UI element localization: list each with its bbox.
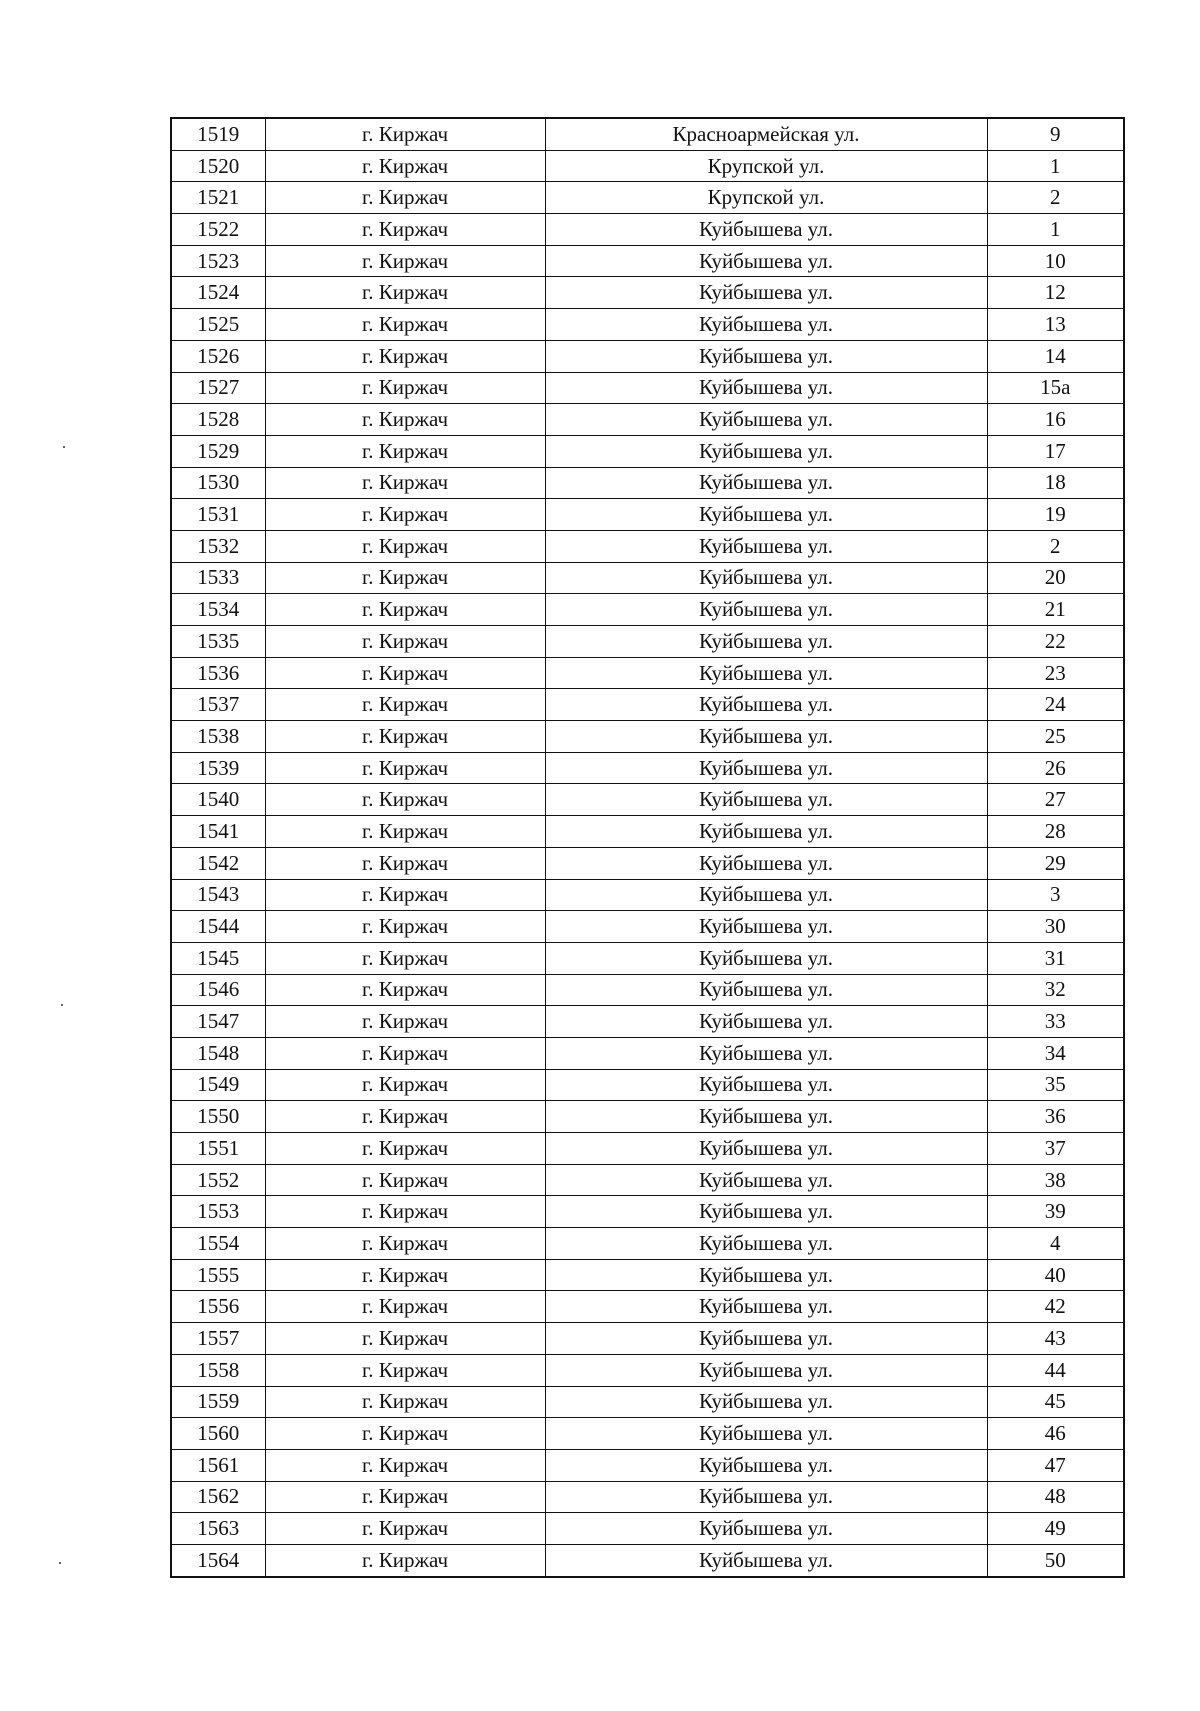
row-number-cell: 1523 [171,245,265,277]
city-cell: г. Киржач [265,562,545,594]
row-number-cell: 1558 [171,1354,265,1386]
house-number-cell: 45 [987,1386,1124,1418]
table-row [171,1196,1124,1228]
street-cell: Куйбышева ул. [545,657,987,689]
street-cell: Куйбышева ул. [545,499,987,531]
house-number-cell: 16 [987,404,1124,436]
row-number-cell: 1545 [171,942,265,974]
city-cell: г. Киржач [265,1481,545,1513]
house-number-cell: 23 [987,657,1124,689]
row-number-cell: 1537 [171,689,265,721]
street-cell: Куйбышева ул. [545,1069,987,1101]
city-cell: г. Киржач [265,1291,545,1323]
row-number-cell: 1519 [171,118,265,150]
house-number-cell: 43 [987,1323,1124,1355]
street-cell: Куйбышева ул. [545,879,987,911]
city-cell: г. Киржач [265,1133,545,1165]
street-cell: Куйбышева ул. [545,1101,987,1133]
street-cell: Куйбышева ул. [545,1259,987,1291]
row-number-cell: 1522 [171,214,265,246]
city-cell: г. Киржач [265,911,545,943]
street-cell: Куйбышева ул. [545,340,987,372]
table-row [171,879,1124,911]
row-number-cell: 1521 [171,182,265,214]
row-number-cell: 1549 [171,1069,265,1101]
street-cell: Куйбышева ул. [545,467,987,499]
address-table [170,117,1125,1578]
house-number-cell: 19 [987,499,1124,531]
house-number-cell: 36 [987,1101,1124,1133]
table-row [171,752,1124,784]
city-cell: г. Киржач [265,435,545,467]
street-cell: Куйбышева ул. [545,974,987,1006]
table-row [171,277,1124,309]
city-cell: г. Киржач [265,1196,545,1228]
house-number-cell: 39 [987,1196,1124,1228]
street-cell: Куйбышева ул. [545,214,987,246]
city-cell: г. Киржач [265,879,545,911]
city-cell: г. Киржач [265,1006,545,1038]
house-number-cell: 13 [987,309,1124,341]
row-number-cell: 1520 [171,150,265,182]
street-cell: Куйбышева ул. [545,626,987,658]
row-number-cell: 1564 [171,1544,265,1576]
row-number-cell: 1563 [171,1513,265,1545]
street-cell: Куйбышева ул. [545,1386,987,1418]
street-cell: Куйбышева ул. [545,309,987,341]
house-number-cell: 29 [987,847,1124,879]
street-cell: Куйбышева ул. [545,1196,987,1228]
street-cell: Куйбышева ул. [545,1544,987,1576]
city-cell: г. Киржач [265,784,545,816]
house-number-cell: 22 [987,626,1124,658]
row-number-cell: 1557 [171,1323,265,1355]
city-cell: г. Киржач [265,182,545,214]
city-cell: г. Киржач [265,372,545,404]
house-number-cell: 15а [987,372,1124,404]
street-cell: Куйбышева ул. [545,530,987,562]
street-cell: Куйбышева ул. [545,245,987,277]
row-number-cell: 1533 [171,562,265,594]
city-cell: г. Киржач [265,530,545,562]
city-cell: г. Киржач [265,1323,545,1355]
table-row [171,1544,1124,1576]
city-cell: г. Киржач [265,118,545,150]
house-number-cell: 35 [987,1069,1124,1101]
table-row [171,1291,1124,1323]
house-number-cell: 33 [987,1006,1124,1038]
row-number-cell: 1560 [171,1418,265,1450]
table-row [171,245,1124,277]
house-number-cell: 49 [987,1513,1124,1545]
house-number-cell: 3 [987,879,1124,911]
street-cell: Куйбышева ул. [545,784,987,816]
street-cell: Куйбышева ул. [545,1418,987,1450]
table-row [171,1418,1124,1450]
house-number-cell: 50 [987,1544,1124,1576]
table-row [171,721,1124,753]
street-cell: Крупской ул. [545,182,987,214]
table-row [171,1006,1124,1038]
street-cell: Куйбышева ул. [545,1481,987,1513]
street-cell: Куйбышева ул. [545,1228,987,1260]
city-cell: г. Киржач [265,309,545,341]
city-cell: г. Киржач [265,1513,545,1545]
city-cell: г. Киржач [265,404,545,436]
table-row [171,372,1124,404]
table-row [171,1164,1124,1196]
row-number-cell: 1554 [171,1228,265,1260]
city-cell: г. Киржач [265,340,545,372]
house-number-cell: 26 [987,752,1124,784]
table-row [171,657,1124,689]
scan-speck [59,1562,61,1564]
row-number-cell: 1561 [171,1449,265,1481]
table-row [171,1037,1124,1069]
table-row [171,594,1124,626]
house-number-cell: 48 [987,1481,1124,1513]
table-row [171,309,1124,341]
street-cell: Куйбышева ул. [545,1291,987,1323]
house-number-cell: 31 [987,942,1124,974]
house-number-cell: 34 [987,1037,1124,1069]
row-number-cell: 1529 [171,435,265,467]
street-cell: Куйбышева ул. [545,372,987,404]
city-cell: г. Киржач [265,847,545,879]
house-number-cell: 21 [987,594,1124,626]
row-number-cell: 1562 [171,1481,265,1513]
house-number-cell: 38 [987,1164,1124,1196]
street-cell: Крупской ул. [545,150,987,182]
row-number-cell: 1526 [171,340,265,372]
table-row [171,1133,1124,1165]
table-row [171,816,1124,848]
row-number-cell: 1542 [171,847,265,879]
street-cell: Куйбышева ул. [545,1449,987,1481]
city-cell: г. Киржач [265,657,545,689]
row-number-cell: 1547 [171,1006,265,1038]
street-cell: Куйбышева ул. [545,594,987,626]
table-row [171,150,1124,182]
city-cell: г. Киржач [265,689,545,721]
row-number-cell: 1555 [171,1259,265,1291]
house-number-cell: 27 [987,784,1124,816]
table-row [171,1101,1124,1133]
row-number-cell: 1544 [171,911,265,943]
street-cell: Куйбышева ул. [545,1513,987,1545]
city-cell: г. Киржач [265,1228,545,1260]
house-number-cell: 32 [987,974,1124,1006]
table-row [171,530,1124,562]
house-number-cell: 2 [987,182,1124,214]
house-number-cell: 2 [987,530,1124,562]
street-cell: Куйбышева ул. [545,562,987,594]
city-cell: г. Киржач [265,245,545,277]
street-cell: Куйбышева ул. [545,1133,987,1165]
table-row [171,974,1124,1006]
table-row [171,467,1124,499]
table-row [171,847,1124,879]
street-cell: Куйбышева ул. [545,1323,987,1355]
row-number-cell: 1548 [171,1037,265,1069]
house-number-cell: 20 [987,562,1124,594]
row-number-cell: 1551 [171,1133,265,1165]
table-row [171,1069,1124,1101]
table-row [171,1354,1124,1386]
row-number-cell: 1539 [171,752,265,784]
city-cell: г. Киржач [265,150,545,182]
table-row [171,562,1124,594]
house-number-cell: 25 [987,721,1124,753]
table-row [171,214,1124,246]
city-cell: г. Киржач [265,1449,545,1481]
table-row [171,340,1124,372]
table-row [171,911,1124,943]
city-cell: г. Киржач [265,1418,545,1450]
city-cell: г. Киржач [265,721,545,753]
row-number-cell: 1546 [171,974,265,1006]
row-number-cell: 1524 [171,277,265,309]
row-number-cell: 1527 [171,372,265,404]
row-number-cell: 1531 [171,499,265,531]
city-cell: г. Киржач [265,1544,545,1576]
row-number-cell: 1534 [171,594,265,626]
row-number-cell: 1556 [171,1291,265,1323]
table-row [171,182,1124,214]
street-cell: Куйбышева ул. [545,847,987,879]
city-cell: г. Киржач [265,1069,545,1101]
table-row [171,499,1124,531]
table-row [171,1481,1124,1513]
street-cell: Куйбышева ул. [545,404,987,436]
row-number-cell: 1525 [171,309,265,341]
table-row [171,1449,1124,1481]
house-number-cell: 4 [987,1228,1124,1260]
house-number-cell: 37 [987,1133,1124,1165]
row-number-cell: 1530 [171,467,265,499]
address-table-body [171,118,1124,1577]
house-number-cell: 47 [987,1449,1124,1481]
house-number-cell: 9 [987,118,1124,150]
street-cell: Красноармейская ул. [545,118,987,150]
house-number-cell: 12 [987,277,1124,309]
city-cell: г. Киржач [265,1037,545,1069]
house-number-cell: 40 [987,1259,1124,1291]
table-row [171,435,1124,467]
house-number-cell: 46 [987,1418,1124,1450]
city-cell: г. Киржач [265,974,545,1006]
city-cell: г. Киржач [265,1354,545,1386]
table-row [171,626,1124,658]
house-number-cell: 28 [987,816,1124,848]
table-row [171,942,1124,974]
street-cell: Куйбышева ул. [545,752,987,784]
house-number-cell: 18 [987,467,1124,499]
house-number-cell: 24 [987,689,1124,721]
street-cell: Куйбышева ул. [545,435,987,467]
table-row [171,1228,1124,1260]
city-cell: г. Киржач [265,499,545,531]
street-cell: Куйбышева ул. [545,1037,987,1069]
row-number-cell: 1553 [171,1196,265,1228]
house-number-cell: 30 [987,911,1124,943]
house-number-cell: 1 [987,150,1124,182]
row-number-cell: 1543 [171,879,265,911]
street-cell: Куйбышева ул. [545,942,987,974]
city-cell: г. Киржач [265,626,545,658]
street-cell: Куйбышева ул. [545,277,987,309]
scan-speck [63,446,65,448]
house-number-cell: 42 [987,1291,1124,1323]
street-cell: Куйбышева ул. [545,721,987,753]
street-cell: Куйбышева ул. [545,911,987,943]
row-number-cell: 1550 [171,1101,265,1133]
street-cell: Куйбышева ул. [545,1354,987,1386]
street-cell: Куйбышева ул. [545,816,987,848]
table-row [171,118,1124,150]
table-row [171,784,1124,816]
street-cell: Куйбышева ул. [545,1006,987,1038]
city-cell: г. Киржач [265,752,545,784]
house-number-cell: 1 [987,214,1124,246]
row-number-cell: 1559 [171,1386,265,1418]
row-number-cell: 1541 [171,816,265,848]
table-row [171,1259,1124,1291]
house-number-cell: 10 [987,245,1124,277]
row-number-cell: 1535 [171,626,265,658]
table-row [171,1386,1124,1418]
city-cell: г. Киржач [265,1164,545,1196]
row-number-cell: 1552 [171,1164,265,1196]
row-number-cell: 1528 [171,404,265,436]
city-cell: г. Киржач [265,277,545,309]
table-row [171,1513,1124,1545]
house-number-cell: 14 [987,340,1124,372]
scan-speck [61,1004,63,1006]
table-row [171,1323,1124,1355]
city-cell: г. Киржач [265,942,545,974]
row-number-cell: 1532 [171,530,265,562]
row-number-cell: 1540 [171,784,265,816]
table-row [171,689,1124,721]
city-cell: г. Киржач [265,816,545,848]
house-number-cell: 17 [987,435,1124,467]
street-cell: Куйбышева ул. [545,689,987,721]
house-number-cell: 44 [987,1354,1124,1386]
city-cell: г. Киржач [265,594,545,626]
city-cell: г. Киржач [265,1386,545,1418]
city-cell: г. Киржач [265,1259,545,1291]
table-row [171,404,1124,436]
street-cell: Куйбышева ул. [545,1164,987,1196]
city-cell: г. Киржач [265,1101,545,1133]
row-number-cell: 1536 [171,657,265,689]
city-cell: г. Киржач [265,214,545,246]
row-number-cell: 1538 [171,721,265,753]
city-cell: г. Киржач [265,467,545,499]
